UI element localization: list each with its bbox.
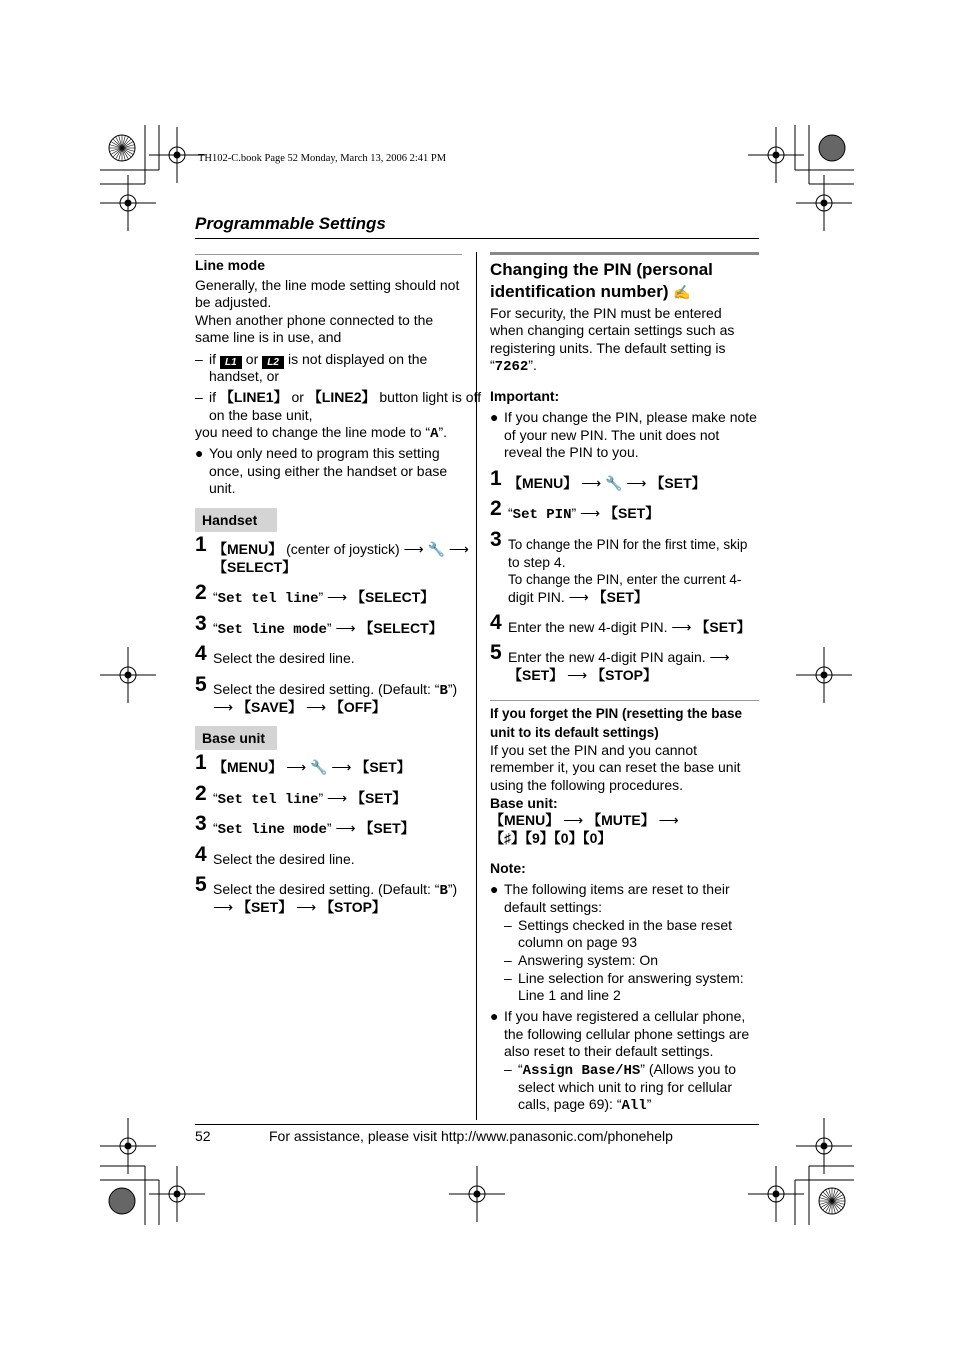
- note-text: also reset to their default settings.: [504, 1043, 714, 1059]
- handset-icon: ✍: [673, 284, 691, 300]
- forget-text: If you set the PIN and you cannot: [490, 742, 698, 758]
- condition-2-text: on the base unit,: [209, 407, 313, 423]
- section-title: Programmable Settings: [195, 214, 386, 233]
- page-number: 52: [195, 1128, 211, 1144]
- handset-label: Handset: [195, 508, 277, 532]
- note-sub: Line selection for answering system:: [518, 970, 744, 986]
- base-unit-subheading: Base unit:: [490, 795, 558, 811]
- condition-2-text: if 【LINE1】 or 【LINE2】 button light is off: [209, 389, 482, 405]
- bullet: ●: [490, 409, 499, 425]
- left-top-rule: [195, 254, 462, 255]
- important-text: of your new PIN. The unit does not: [504, 427, 720, 443]
- important-text: If you change the PIN, please make note: [504, 409, 757, 425]
- footer-rule: [195, 1124, 759, 1125]
- pin-intro: “7262”.: [490, 357, 537, 375]
- intro-line: Generally, the line mode setting should not: [195, 277, 460, 293]
- intro-line: same line is in use, and: [195, 329, 342, 345]
- important-text: reveal the PIN to you.: [504, 444, 639, 460]
- need-change-text: you need to change the line mode to “A”.: [195, 424, 448, 442]
- condition-1: –: [195, 351, 203, 367]
- wrench-icon: 🔧: [310, 759, 328, 775]
- dash: –: [504, 1061, 512, 1077]
- intro-line: be adjusted.: [195, 294, 272, 310]
- intro-line: When another phone connected to the: [195, 312, 434, 328]
- condition-2: –: [195, 389, 203, 405]
- bullet-text: unit.: [209, 480, 236, 496]
- print-header: TH102-C.book Page 52 Monday, March 13, 2006 2:41 PM: [198, 153, 447, 164]
- line-mode-heading: Line mode: [195, 257, 266, 273]
- note-text: The following items are reset to their: [504, 881, 730, 897]
- dash: –: [504, 952, 512, 968]
- reset-sequence: 【MENU】 ⟶ 【MUTE】 ⟶: [490, 812, 679, 828]
- reset-keys: 【♯】【9】【0】【0】: [490, 830, 612, 846]
- forget-text: remember it, you can reset the base unit: [490, 759, 741, 775]
- important-label: Important:: [490, 388, 560, 404]
- line1-indicator-icon: L1: [220, 356, 242, 369]
- base-unit-label: Base unit: [195, 726, 277, 750]
- note-sub: Line 1 and line 2: [518, 987, 621, 1003]
- bullet: ●: [490, 881, 499, 897]
- bullet-text: once, using either the handset or base: [209, 463, 448, 479]
- header-rule: [195, 238, 759, 239]
- wrench-icon: 🔧: [427, 541, 446, 557]
- pin-intro: registering units. The default setting is: [490, 340, 726, 356]
- forget-text: using the following procedures.: [490, 777, 684, 793]
- forget-rule: [490, 700, 759, 701]
- note-sub: calls, page 69): “All”: [518, 1096, 652, 1114]
- bullet: ●: [490, 1008, 499, 1024]
- note-sub: Settings checked in the base reset: [518, 917, 733, 933]
- note-sub: “Assign Base/HS” (Allows you to: [518, 1061, 736, 1079]
- condition-1-text: handset, or: [209, 368, 280, 384]
- note-text: the following cellular phone settings are: [504, 1026, 750, 1042]
- line2-indicator-icon: L2: [262, 356, 284, 369]
- pin-intro: For security, the PIN must be entered: [490, 305, 722, 321]
- note-sub: column on page 93: [518, 934, 638, 950]
- condition-1-text: if L1 or L2 is not displayed on the: [209, 351, 428, 368]
- pin-heading: Changing the PIN (personal identification number) ✍: [490, 260, 713, 301]
- bullet: ●: [195, 445, 204, 461]
- pin-intro: when changing certain settings such as: [490, 322, 735, 338]
- note-sub: Answering system: On: [518, 952, 659, 968]
- column-divider: [476, 252, 477, 1120]
- bullet-text: You only need to program this setting: [209, 445, 440, 461]
- right-top-rule: [490, 252, 759, 255]
- note-sub: select which unit to ring for cellular: [518, 1079, 732, 1095]
- forget-heading: If you forget the PIN (resetting the base unit to its default settings): [490, 706, 743, 740]
- assistance-link[interactable]: For assistance, please visit http://www.panasonic.com/phonehelp: [269, 1128, 673, 1144]
- note-text: If you have registered a cellular phone,: [504, 1008, 746, 1024]
- wrench-icon: 🔧: [605, 475, 623, 491]
- dash: –: [504, 970, 512, 986]
- note-label: Note:: [490, 860, 526, 876]
- dash: –: [504, 917, 512, 933]
- note-text: default settings:: [504, 899, 603, 915]
